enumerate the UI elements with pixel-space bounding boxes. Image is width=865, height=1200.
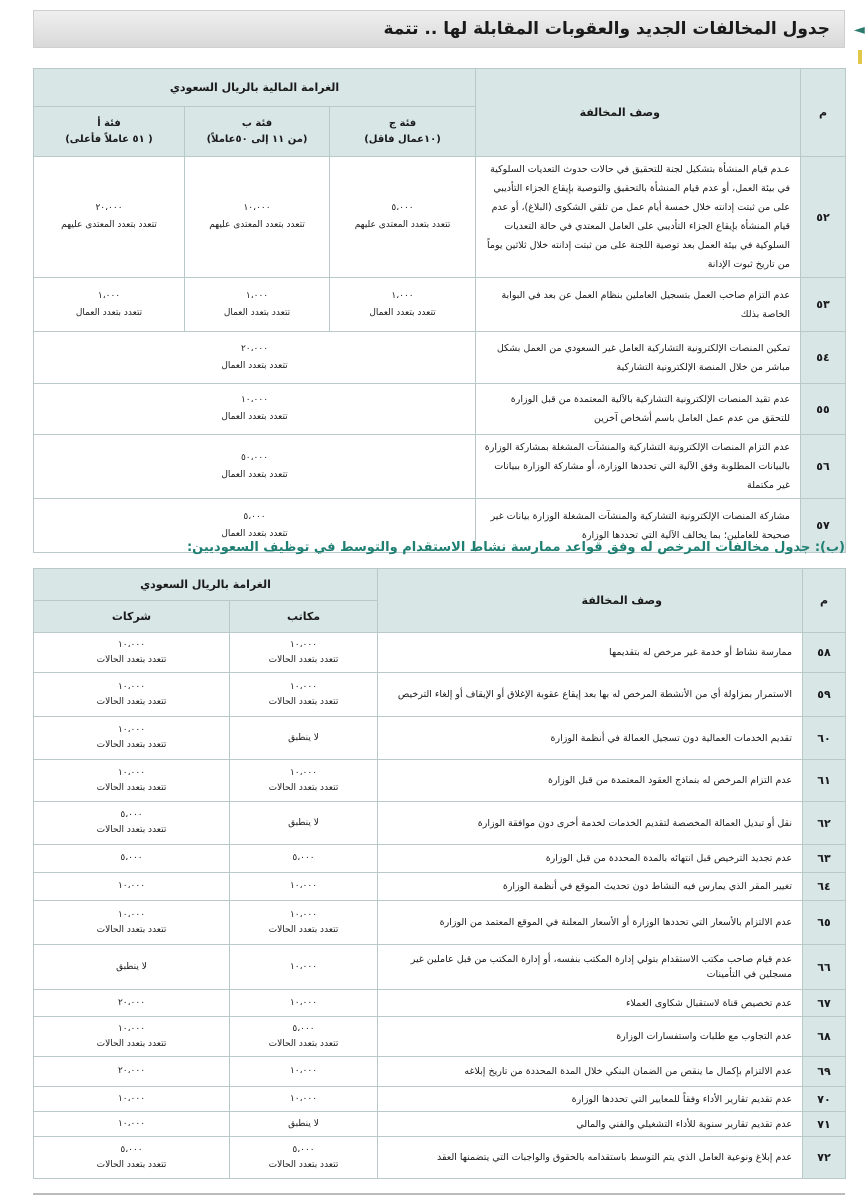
violation-description: عدم الالتزام بإكمال ما ينقص من الضمان البنكي خلال المدة المحددة من تاريخ إبلاغه	[378, 1057, 803, 1087]
fine-cell: ١،٠٠٠ تتعدد بتعدد العمال	[34, 278, 185, 332]
column-header-description: وصف المخالفة	[378, 569, 803, 633]
company-fine-cell	[34, 673, 230, 717]
category-c-header: فئة ج (١٠عمال فاقل)	[330, 107, 476, 157]
company-fine-amount: ١٠،٠٠٠	[117, 1118, 146, 1129]
fine-cell-merged: ٥٠،٠٠٠ تتعدد بتعدد العمال	[34, 435, 476, 499]
office-fine-cell	[230, 845, 378, 873]
violation-description: عدم تقديم تقارير سنوية للأداء التشغيلي والفني والمالي	[378, 1112, 803, 1137]
office-fine-amount: ١٠،٠٠٠	[289, 767, 318, 778]
company-fine-amount: ١٠،٠٠٠	[117, 725, 146, 735]
company-fine-cell	[34, 760, 230, 802]
row-number: ٦٧	[803, 990, 846, 1017]
office-fine-cell	[230, 673, 378, 717]
row-number: ٦٨	[803, 1017, 846, 1057]
violation-description: عدم تقيد المنصات الإلكترونية التشاركية بالآلية المعتمدة من قبل الوزارة للتحقق من عدم عمل العامل باسم أشخاص آخرين	[476, 384, 801, 435]
office-fine-note: تتعدد بتعدد الحالات	[268, 782, 339, 793]
violation-description: تمكين المنصات الإلكترونية التشاركية العامل غير السعودي من العمل بشكل مباشر من خلال المنصة الإلكترونية التشاركية	[476, 332, 801, 384]
office-fine-note: تتعدد بتعدد الحالات	[268, 654, 339, 665]
company-fine-cell	[34, 873, 230, 901]
row-number: ٥٣	[801, 278, 846, 332]
violation-description: الاستمرار بمزاولة أي من الأنشطة المرخص له بها بعد إيقاع عقوبة الإغلاق أو الإيقاف أو إلغاء الترخيص	[378, 673, 803, 717]
page-title-bar	[33, 10, 845, 48]
company-fine-amount: ١٠،٠٠٠	[117, 681, 146, 692]
table-row	[34, 1057, 846, 1087]
fine-cell: ٢٠،٠٠٠ تتعدد بتعدد المعتدى عليهم	[34, 157, 185, 278]
company-fine-note: تتعدد بتعدد الحالات	[96, 740, 167, 750]
row-number: ٦٤	[803, 873, 846, 901]
violation-description: عدم تقديم تقارير الأداء وفقاً للمعايير التي تحددها الوزارة	[378, 1087, 803, 1112]
row-number: ٥٢	[801, 157, 846, 278]
office-fine-amount: ١٠،٠٠٠	[289, 1066, 318, 1076]
table-row	[34, 802, 846, 845]
company-fine-amount: ١٠،٠٠٠	[117, 767, 146, 778]
column-header-fines: الغرامة المالية بالريال السعودي	[34, 69, 476, 107]
table-row	[34, 717, 846, 760]
office-fine-cell	[230, 945, 378, 990]
company-fine-amount: ٥،٠٠٠	[120, 853, 143, 863]
office-fine-amount: ١٠،٠٠٠	[289, 681, 318, 692]
company-fine-cell	[34, 1057, 230, 1087]
row-number: ٦٠	[803, 717, 846, 760]
table-row	[34, 1017, 846, 1057]
office-fine-amount: ١٠،٠٠٠	[289, 1093, 318, 1104]
office-fine-cell	[230, 760, 378, 802]
column-header-fines: الغرامة بالريال السعودي	[34, 569, 378, 601]
fine-cell-merged: ٥،٠٠٠ تتعدد بتعدد العمال	[34, 499, 476, 553]
company-fine-cell	[34, 633, 230, 673]
row-number: ٦٦	[803, 945, 846, 990]
company-fine-note: تتعدد بتعدد الحالات	[96, 924, 167, 935]
table-row	[34, 1137, 846, 1179]
office-fine-amount: ١٠،٠٠٠	[289, 909, 318, 920]
violation-description: تغيير المقر الذي يمارس فيه النشاط دون تحديث الموقع في أنظمة الوزارة	[378, 873, 803, 901]
company-fine-cell	[34, 1137, 230, 1179]
table-row	[34, 990, 846, 1017]
fine-cell-merged: ٢٠،٠٠٠ تتعدد بتعدد العمال	[34, 332, 476, 384]
violation-description: مشاركة المنصات الإلكترونية التشاركية والمنشآت المشغلة الوزارة بيانات غير صحيحة للعاملين؛ بما يخالف الآلية التي تحددها الوزارة	[476, 499, 801, 553]
table-row	[34, 435, 846, 499]
violation-description: تقديم الخدمات العمالية دون تسجيل العمالة في أنظمة الوزارة	[378, 717, 803, 760]
row-number: ٥٨	[803, 633, 846, 673]
category-b-header: فئة ب (من ١١ إلى ٥٠عاملاً)	[185, 107, 330, 157]
company-fine-cell	[34, 945, 230, 990]
section-b-title: (ب): جدول مخالفات المرخص له وفق قواعد ممارسة نشاط الاستقدام والتوسط في توظيف السعوديين:	[186, 540, 845, 555]
office-fine-cell	[230, 901, 378, 945]
table-row	[34, 673, 846, 717]
column-header-number: م	[801, 69, 846, 157]
row-number: ٦٩	[803, 1057, 846, 1087]
row-number: ٧٠	[803, 1087, 846, 1112]
row-number: ٥٤	[801, 332, 846, 384]
office-fine-cell	[230, 1112, 378, 1137]
row-number: ٧٢	[803, 1137, 846, 1179]
company-fine-amount: لا ينطبق	[116, 961, 147, 972]
column-header-description: وصف المخالفة	[476, 69, 801, 157]
violation-description: عدم الالتزام بالأسعار التي تحددها الوزارة أو الأسعار المعلنة في الموقع المعتمد من الوزارة	[378, 901, 803, 945]
company-fine-note: تتعدد بتعدد الحالات	[96, 654, 167, 665]
office-fine-amount: ٥،٠٠٠	[292, 853, 315, 863]
office-fine-cell	[230, 633, 378, 673]
fine-cell: ١،٠٠٠ تتعدد بتعدد العمال	[185, 278, 330, 332]
row-number: ٦٣	[803, 845, 846, 873]
table-row	[34, 332, 846, 384]
company-fine-note: تتعدد بتعدد الحالات	[96, 1038, 167, 1049]
table-row	[34, 901, 846, 945]
violation-description: عدم التجاوب مع طلبات واستفسارات الوزارة	[378, 1017, 803, 1057]
corner-mark-icon: ◄	[854, 22, 865, 38]
fine-cell-merged: ١٠،٠٠٠ تتعدد بتعدد العمال	[34, 384, 476, 435]
office-fine-amount: لا ينطبق	[288, 817, 319, 828]
office-fine-cell	[230, 1137, 378, 1179]
violation-description: عدم قيام صاحب مكتب الاستقدام بتولي إدارة المكتب بنفسه، أو إدارة المكتب من قبل عاملين غير مسجلين في التأمينات	[378, 945, 803, 990]
violation-description: عدم التزام المرخص له بنماذج العقود المعتمدة من قبل الوزارة	[378, 760, 803, 802]
company-fine-note: تتعدد بتعدد الحالات	[96, 782, 167, 793]
table-row	[34, 384, 846, 435]
row-number: ٦١	[803, 760, 846, 802]
company-fine-cell	[34, 802, 230, 845]
office-fine-cell	[230, 1017, 378, 1057]
company-fine-cell	[34, 1112, 230, 1137]
company-fine-cell	[34, 717, 230, 760]
office-fine-amount: ١٠،٠٠٠	[289, 997, 318, 1008]
fine-cell: ٥،٠٠٠ تتعدد بتعدد المعتدى عليهم	[330, 157, 476, 278]
office-fine-amount: لا ينطبق	[288, 1118, 319, 1129]
office-fine-cell	[230, 802, 378, 845]
row-number: ٧١	[803, 1112, 846, 1137]
company-fine-note: تتعدد بتعدد الحالات	[96, 1159, 167, 1170]
table-row	[34, 157, 846, 278]
office-fine-amount: ١٠،٠٠٠	[289, 639, 318, 650]
office-fine-cell	[230, 990, 378, 1017]
company-fine-amount: ١٠،٠٠٠	[117, 639, 146, 650]
office-fine-cell	[230, 873, 378, 901]
company-fine-note: تتعدد بتعدد الحالات	[96, 825, 167, 835]
office-fine-note: تتعدد بتعدد الحالات	[268, 924, 339, 935]
table-row	[34, 1112, 846, 1137]
row-number: ٥٦	[801, 435, 846, 499]
violation-description: عدم إبلاغ ونوعية العامل الذي يتم التوسط باستقدامه بالحقوق والواجبات التي يتضمنها العقد	[378, 1137, 803, 1179]
company-fine-amount: ١٠،٠٠٠	[117, 909, 146, 920]
office-fine-amount: لا ينطبق	[288, 732, 319, 743]
row-number: ٥٩	[803, 673, 846, 717]
row-number: ٥٥	[801, 384, 846, 435]
row-number: ٥٧	[801, 499, 846, 553]
violation-description: عدم تجديد الترخيص قبل انتهائه بالمدة المحددة من قبل الوزارة	[378, 845, 803, 873]
company-fine-amount: ٥،٠٠٠	[120, 1144, 143, 1155]
violation-description: عدم التزام المنصات الإلكترونية التشاركية والمنشآت المشغلة بمشاركة الوزارة بالبيانات المطلوبة وفق الآلية التي تحددها الوزارة، أو مشاركة الوزارة ببيانات غير مكتملة	[476, 435, 801, 499]
row-number: ٦٢	[803, 802, 846, 845]
table-row	[34, 278, 846, 332]
category-a-header: فئة أ ( ٥١ عاملاً فأعلى)	[34, 107, 185, 157]
company-fine-cell	[34, 901, 230, 945]
company-fine-cell	[34, 1087, 230, 1112]
violation-description: عدم التزام صاحب العمل بتسجيل العاملين بنظام العمل عن بعد في البوابة الخاصة بذلك	[476, 278, 801, 332]
table-row	[34, 760, 846, 802]
violations-table-main	[33, 68, 846, 553]
fine-cell: ١٠،٠٠٠ تتعدد بتعدد المعتدى عليهم	[185, 157, 330, 278]
violations-table-recruitment	[33, 568, 846, 1179]
row-number: ٦٥	[803, 901, 846, 945]
violation-description: نقل أو تبديل العمالة المخصصة لتقديم الخدمات لخدمة أخرى دون موافقة الوزارة	[378, 802, 803, 845]
company-fine-amount: ١٠،٠٠٠	[117, 1093, 146, 1104]
column-header-companies: شركات	[34, 601, 230, 633]
office-fine-cell	[230, 1057, 378, 1087]
violation-description: ممارسة نشاط أو خدمة غير مرخص له بتقديمها	[378, 633, 803, 673]
office-fine-note: تتعدد بتعدد الحالات	[268, 696, 339, 707]
table-row	[34, 845, 846, 873]
violation-description: عدم تخصيص قناة لاستقبال شكاوى العملاء	[378, 990, 803, 1017]
office-fine-cell	[230, 717, 378, 760]
table-row	[34, 945, 846, 990]
company-fine-note: تتعدد بتعدد الحالات	[96, 696, 167, 707]
company-fine-cell	[34, 1017, 230, 1057]
column-header-number: م	[803, 569, 846, 633]
office-fine-note: تتعدد بتعدد الحالات	[268, 1159, 339, 1170]
company-fine-amount: ٢٠،٠٠٠	[117, 997, 146, 1008]
page-bottom-rule	[33, 1193, 845, 1195]
office-fine-amount: ١٠،٠٠٠	[289, 961, 318, 972]
table-row	[34, 873, 846, 901]
company-fine-cell	[34, 845, 230, 873]
table-row	[34, 1087, 846, 1112]
office-fine-cell	[230, 1087, 378, 1112]
office-fine-note: تتعدد بتعدد الحالات	[268, 1038, 339, 1049]
company-fine-cell	[34, 990, 230, 1017]
office-fine-amount: ١٠،٠٠٠	[289, 881, 318, 891]
corner-accent	[858, 50, 862, 64]
page-title: جدول المخالفات الجديد والعقوبات المقابلة لها .. تتمة	[383, 19, 830, 39]
violation-description: عـدم قيام المنشأة بتشكيل لجنة للتحقيق في حالات حدوث التعديات السلوكية في بيئة العمل، أو عدم قيام المنشأة بالتحقيق والتوصية بإيقاع الجزاء التأديبي على من ثبتت إدانته خلال خمسة أيام عمل من تلقي الشكوى (البلاغ)، أو عدم قيام المنشأة بإيقاع الجزاء التأديبي على العامل المعتدي في حالة التعديات السلوكية في بيئة العمل بعد توصية اللجنة على من ثبتت إدانته خلال ثلاثين يوماً من تاريخ ثبوت الإدانة	[476, 157, 801, 278]
company-fine-amount: ١٠،٠٠٠	[117, 1023, 146, 1034]
table-row	[34, 633, 846, 673]
column-header-offices: مكاتب	[230, 601, 378, 633]
company-fine-amount: ٥،٠٠٠	[120, 810, 143, 820]
office-fine-amount: ٥،٠٠٠	[292, 1144, 315, 1155]
company-fine-amount: ١٠،٠٠٠	[117, 881, 146, 891]
office-fine-amount: ٥،٠٠٠	[292, 1023, 315, 1034]
fine-cell: ١،٠٠٠ تتعدد بتعدد العمال	[330, 278, 476, 332]
company-fine-amount: ٢٠،٠٠٠	[117, 1066, 146, 1076]
